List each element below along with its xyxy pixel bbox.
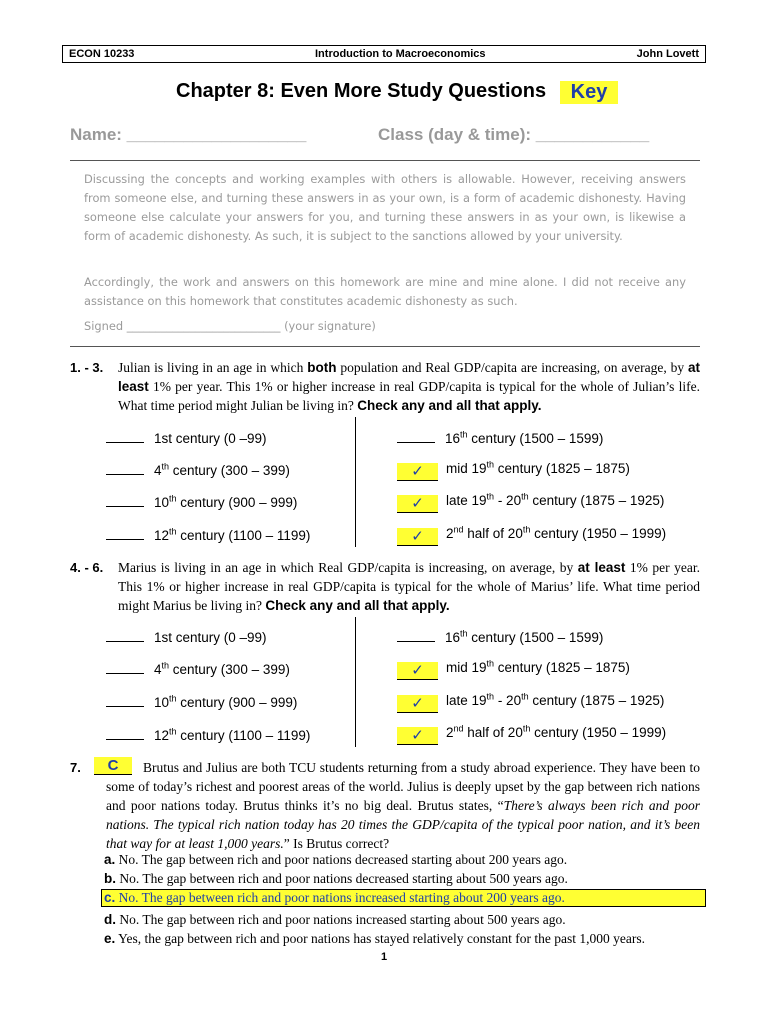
choice-b[interactable]	[104, 871, 568, 887]
option-label: mid 19	[446, 660, 487, 675]
checkmark-icon[interactable]: ✓	[397, 463, 438, 481]
divider	[70, 160, 700, 161]
choice-letter: c.	[104, 890, 116, 905]
option-mid-19th-century[interactable]	[397, 660, 630, 680]
ordinal: th	[522, 524, 531, 535]
question-7-text	[106, 758, 700, 853]
option-label: century (1500 – 1599)	[467, 630, 604, 645]
choice-d[interactable]	[104, 912, 566, 928]
text: population and Real GDP/capita are increasing, on average, by	[336, 360, 688, 375]
option-2nd-half-20th-century[interactable]	[397, 526, 666, 546]
option-label: - 20	[494, 493, 522, 508]
option-label: mid 19	[446, 461, 487, 476]
choice-e[interactable]	[104, 931, 645, 947]
honor-paragraph-2: Accordingly, the work and answers on this homework are mine and mine alone. I did not receive any assistance on this homework that constitutes academic dishonesty as such.	[84, 275, 686, 308]
ordinal: th	[486, 658, 495, 669]
ordinal: th	[522, 723, 531, 734]
option-late-19th-20th-century[interactable]	[397, 693, 664, 713]
running-header	[62, 45, 706, 63]
question-number: 4. - 6.	[70, 560, 104, 575]
option-16th-century[interactable]	[397, 429, 603, 446]
quote: There’s always been rich and poor nations. The typical rich nation today has 20 times the GDP/capita of the typical poor nation, and it’s been that way for at least 1,000 years.	[106, 798, 700, 851]
option-label: century (1100 – 1199)	[176, 728, 311, 743]
divider	[70, 346, 700, 347]
course-subject: Introduction to Macroeconomics	[315, 48, 486, 60]
ordinal: th	[169, 493, 177, 504]
option-label: century (900 – 999)	[176, 695, 298, 710]
instruction: Check any and all that apply.	[357, 398, 542, 413]
answer-blank[interactable]	[106, 660, 144, 674]
answer-blank[interactable]	[106, 493, 144, 507]
option-label: 16	[445, 630, 461, 645]
option-label: century (1875 – 1925)	[528, 493, 665, 508]
text: Marius is living in an age in which Real GDP/capita is increasing, on average, by	[118, 560, 578, 575]
option-1st-century[interactable]	[106, 429, 267, 446]
answer-blank[interactable]	[397, 628, 435, 642]
text: 1% per year. This 1% or higher increase in real GDP/capita is typical for the whole of Marius’ life. What time period might Marius be living in?	[118, 560, 701, 613]
ordinal: nd	[453, 524, 464, 535]
question-4-text	[118, 558, 700, 615]
column-divider	[355, 617, 356, 747]
option-label: century (1875 – 1925)	[528, 693, 665, 708]
emphasis: at least	[577, 560, 626, 575]
answer-blank[interactable]	[106, 461, 144, 475]
column-divider	[355, 417, 356, 547]
option-label: century (1950 – 1999)	[530, 526, 667, 541]
ordinal: th	[521, 691, 529, 702]
answer-blank[interactable]	[106, 628, 144, 642]
answer-blank[interactable]	[397, 429, 435, 443]
option-12th-century[interactable]	[106, 726, 310, 743]
answer-blank[interactable]	[106, 726, 144, 740]
option-late-19th-20th-century[interactable]	[397, 493, 664, 513]
ordinal: th	[169, 526, 177, 537]
choice-text: Yes, the gap between rich and poor nations has stayed relatively constant for the past 1,000 years.	[118, 931, 646, 946]
ordinal: th	[460, 429, 468, 440]
checkmark-icon[interactable]: ✓	[397, 727, 438, 745]
key-badge: Key	[560, 81, 618, 104]
question-number: 7.	[70, 760, 81, 775]
option-10th-century[interactable]	[106, 693, 297, 710]
option-label: half of 20	[463, 526, 523, 541]
option-10th-century[interactable]	[106, 493, 297, 510]
option-label: half of 20	[463, 725, 523, 740]
checkmark-icon[interactable]: ✓	[397, 495, 438, 513]
option-16th-century[interactable]	[397, 628, 603, 645]
honor-paragraph-1: Discussing the concepts and working examples with others is allowable. However, receiving answers from someone else, and turning these answers in as your own, is a form of academic dishonesty. Having someone else calculate your answers for you, and turning these answers in as your own, is likewise a form of academic dishonesty. As such, it is subject to the sanctions allowed by your university.	[84, 172, 686, 243]
emphasis: both	[307, 360, 337, 375]
question-number: 1. - 3.	[70, 360, 104, 375]
choice-text: No. The gap between rich and poor nations increased starting about 500 years ago.	[119, 912, 566, 927]
checkmark-icon[interactable]: ✓	[397, 695, 438, 713]
answer-box[interactable]: C	[94, 757, 132, 775]
option-label: 12	[154, 528, 170, 543]
choice-text: No. The gap between rich and poor nations decreased starting about 500 years ago.	[119, 871, 568, 886]
signature-line: Signed ___________________________ (your signature)	[84, 319, 376, 333]
option-label: late 19	[446, 693, 487, 708]
text: 1% per year. This 1% or higher increase in real GDP/capita is typical for the whole of Julian’s life. What time period might Julian be living in?	[118, 379, 700, 413]
option-4th-century[interactable]	[106, 660, 290, 677]
option-label: century (1825 – 1875)	[494, 461, 630, 476]
ordinal: th	[161, 461, 170, 472]
ordinal: th	[460, 628, 468, 639]
choice-text: No. The gap between rich and poor nations decreased starting about 200 years ago.	[118, 852, 568, 867]
option-label: 16	[445, 431, 461, 446]
option-label: 2	[446, 725, 454, 740]
option-label: 1st century (0 –99)	[154, 630, 267, 645]
option-label: century (1100 – 1199)	[176, 528, 311, 543]
choice-letter: e.	[104, 931, 116, 946]
class-field-label: Class (day & time): ____________	[378, 125, 650, 144]
option-label: 10	[154, 495, 170, 510]
ordinal: th	[161, 660, 170, 671]
option-label: 10	[154, 695, 170, 710]
text: ” Is Brutus correct?	[283, 836, 390, 851]
option-label: 4	[154, 662, 162, 677]
choice-c[interactable]	[104, 890, 565, 906]
question-1-text	[118, 358, 700, 415]
option-mid-19th-century[interactable]	[397, 461, 630, 481]
instructor-name: John Lovett	[636, 48, 699, 60]
option-4th-century[interactable]	[106, 461, 290, 478]
page-title: Chapter 8: Even More Study Questions	[176, 80, 547, 102]
page-number: 1	[381, 951, 388, 963]
option-label: century (1500 – 1599)	[467, 431, 604, 446]
choice-letter: a.	[104, 852, 116, 867]
emphasis: at least	[118, 360, 700, 394]
text: Brutus and Julius are both TCU students returning from a study abroad experience. They have been to some of today’s richest and poorest areas of the world. Julius is deeply upset by the gap between rich nations and poor nations today. Brutus thinks it’s no big deal. Brutus states, “	[106, 760, 700, 813]
choice-a[interactable]	[104, 852, 567, 868]
option-label: century (300 – 399)	[169, 463, 290, 478]
option-label: century (900 – 999)	[176, 495, 298, 510]
checkmark-icon[interactable]: ✓	[397, 528, 438, 546]
choice-text: No. The gap between rich and poor nations increased starting about 200 years ago.	[118, 890, 565, 905]
option-label: late 19	[446, 493, 487, 508]
name-field-label: Name: ___________________	[70, 125, 307, 144]
option-label: century (1825 – 1875)	[494, 660, 630, 675]
ordinal: th	[169, 693, 177, 704]
ordinal: th	[169, 726, 177, 737]
choice-letter: b.	[104, 871, 116, 886]
option-1st-century[interactable]	[106, 628, 267, 645]
option-label: century (300 – 399)	[169, 662, 290, 677]
ordinal: nd	[453, 723, 464, 734]
option-12th-century[interactable]	[106, 526, 310, 543]
checkmark-icon[interactable]: ✓	[397, 662, 438, 680]
answer-blank[interactable]	[106, 429, 144, 443]
option-label: 12	[154, 728, 170, 743]
option-label: 2	[446, 526, 454, 541]
course-code: ECON 10233	[69, 48, 135, 60]
ordinal: th	[486, 691, 495, 702]
ordinal: th	[521, 491, 529, 502]
option-2nd-half-20th-century[interactable]	[397, 725, 666, 745]
option-label: - 20	[494, 693, 522, 708]
option-label: 4	[154, 463, 162, 478]
option-label: 1st century (0 –99)	[154, 431, 267, 446]
option-label: century (1950 – 1999)	[530, 725, 667, 740]
text: Julian is living in an age in which	[118, 360, 308, 375]
ordinal: th	[486, 491, 495, 502]
instruction: Check any and all that apply.	[265, 598, 450, 613]
ordinal: th	[486, 459, 495, 470]
answer-blank[interactable]	[106, 693, 144, 707]
choice-letter: d.	[104, 912, 116, 927]
answer-blank[interactable]	[106, 526, 144, 540]
